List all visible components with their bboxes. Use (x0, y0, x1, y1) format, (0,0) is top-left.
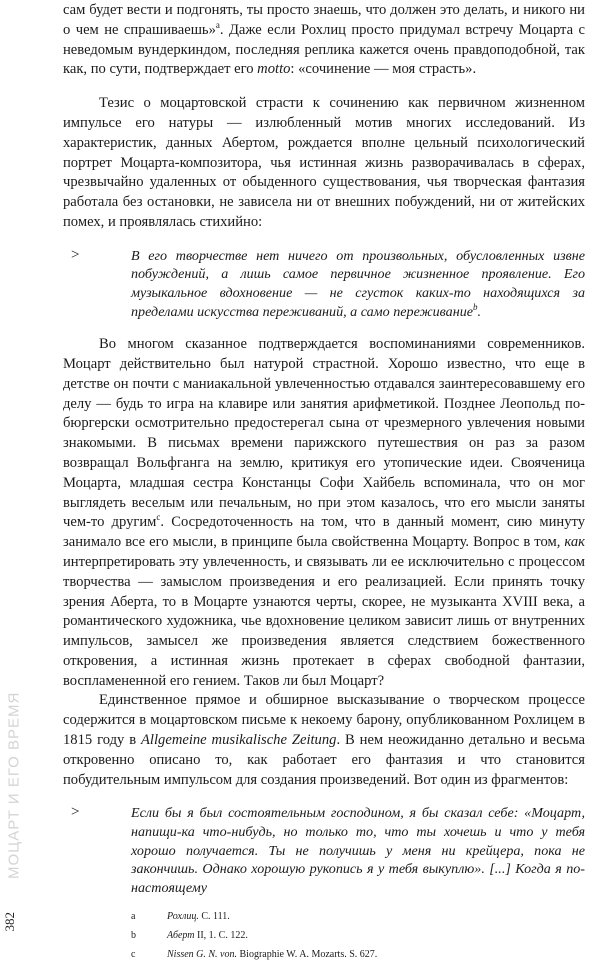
paragraph-3 (63, 335, 585, 691)
quote-marker: > (71, 804, 80, 821)
footnote-author: Nissen G. N. von. (167, 949, 237, 961)
paragraph-1-text-c: : «сочинение — моя страсть». (290, 61, 477, 78)
journal-title: Allgemeine musikalische Zeitung (141, 732, 337, 749)
footnotes (63, 907, 585, 964)
emphasis-kak: как (564, 534, 585, 551)
footnote-author: Аберт (167, 930, 195, 942)
blockquote-abert (63, 247, 585, 321)
footnote-letter: a (131, 911, 136, 923)
footnote-author: Рохлиц. (167, 911, 199, 923)
paragraph-2: Тезис о моцартовской страсти к сочинению как первичном жизненном импульсе его натуры — излюбленный мотив многих исследований. Из характеристик, данных Абертом, рождается вполне цельный психологический портрет Моцарта-композитора, чья истинная жизнь разворачивалась в сферах, чрезвычайно удаленных от обыденного существования, чья творческая фантазия работала без остановки, не зависела ни от внешних побуждений, ни от житейских помех, и проявлялась стихийно: (63, 95, 585, 230)
footnote-ref: II, 1. С. 122. (194, 930, 248, 942)
footnote-ref: С. 111. (198, 911, 230, 923)
page-number: 382 (2, 912, 17, 932)
footnote-c (131, 945, 585, 964)
footnote-b (131, 926, 585, 945)
footnote-a (131, 907, 585, 926)
blockquote-mozart-letter (63, 804, 585, 897)
side-watermark: МОЦАРТ И ЕГО ВРЕМЯ (5, 691, 23, 879)
paragraph-1-text: сам будет вести и подгонять, ты просто знаешь, что должен это делать, и никого ни о чем не спрашиваешь» (63, 2, 585, 38)
footnote-ref: Biographie W. A. Mozarts. S. 627. (237, 949, 378, 961)
footnote-ref-a[interactable]: a (215, 19, 220, 30)
footnote-letter: c (131, 949, 136, 961)
footnote-ref-b[interactable]: b (473, 301, 478, 312)
page-body (63, 0, 585, 964)
quote-marker: > (71, 246, 80, 263)
motto-word: motto (257, 61, 291, 78)
paragraph-1-text-b: . Даже если Рохлиц просто придумал встречу Моцарта с неведомым вундеркиндом, последняя реплика кажется очень правдоподобной, так как, по сути, подтверждает его (63, 21, 585, 78)
footnote-letter: b (131, 930, 136, 942)
quote-1-text: В его творчестве нет ничего от произвольных, обусловленных извне побуждений, а лишь самое первичное жизненное проявление. Его музыкальное вдохновение — не сгусток каких-то находящихся за пределами искусства переживаний, а само переживание (131, 247, 585, 320)
paragraph-3-text-c: интерпретировать эту увлеченность, и связывать ли ее исключительно с процессом творчества — замыслом произведения и его реализацией. Если принять точку зрения Аберта, то в Моцарте узнаются черты, скорее, не музыканта XVIII века, а романтического художника, чье вдохновение целиком зависит лишь от внутренних импульсов, замысел же произведения является следствием божественного откровения, а истинная жизнь протекает в сферах свободной фантазии, воспламененной его гением. Таков ли был Моцарт? (63, 553, 585, 689)
quote-text (131, 247, 585, 321)
paragraph-3-text-b: . Сосредоточенность на том, что в данный момент, сию минуту занимало все его мысли, в принципе была свойственна Моцарту. Вопрос в том, (63, 514, 585, 551)
paragraph-3-text: Во многом сказанное подтверждается воспоминаниями современников. Моцарт действительно был натурой страстной. Хорошо известно, что еще в детстве он почти с маниакальной увлеченностью отдавался заинтересовавшему его делу — будь то игра на клавире или занятия арифметикой. Позднее Леопольд по-бюргерски осмотрительно предостерегал сына от чрезмерного увлечения новыми знакомыми. В письмах времени парижского путешествия он раз за разом возвращал Вольфганга на землю, критикуя его утопические идеи. Свояченица Моцарта, младшая сестра Констанцы Софи Хайбель вспоминала, что он мог выглядеть веселым или печальным, но при этом казалось, что его мысли заняты чем-то другим (63, 336, 585, 531)
paragraph-4-text: Единственное прямое и обширное высказывание о творческом процессе содержится в моцартовском письме к некоему барону, опубликованном Рохлицем в 1815 году в (63, 692, 585, 749)
paragraph-4 (63, 691, 585, 790)
paragraph-1 (63, 1, 585, 80)
footnote-ref-c[interactable]: c (156, 512, 161, 523)
quote-1-end: . (477, 303, 482, 320)
quote-text: Если бы я был состоятельным господином, я бы сказал себе: «Моцарт, напищи-ка что-нибудь, но только то, что ты хочешь и что у тебя хорошо получается. Ты не получишь у меня ни крейцера, пока не закончишь. Однако хорошую рукопись я у тебя выкуплю». [...] Когда я по-настоящему (131, 805, 585, 896)
paragraph-4-text-b: . В нем неожиданно детально и весьма откровенно описано то, как работает его фантазия и что становится побудительным импульсом для создания произведений. Вот один из фрагментов: (63, 732, 586, 788)
